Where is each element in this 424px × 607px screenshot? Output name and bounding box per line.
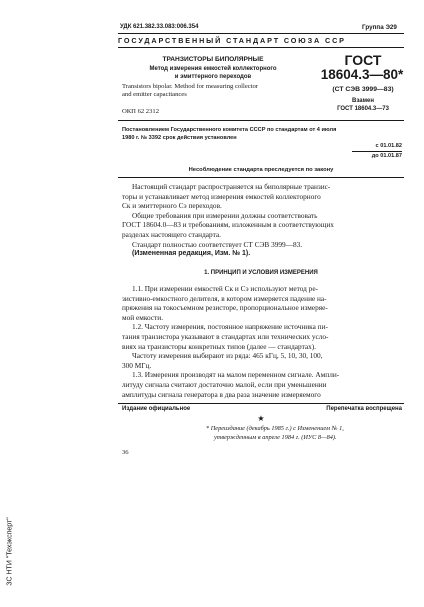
date-to: до 01.01.87: [371, 153, 402, 159]
title-ru-2: Метод измерения емкостей коллекторного: [149, 66, 277, 72]
s12-l2: тания транзистора указывают в стандартах или технических усло-: [122, 331, 329, 341]
intro-p2-l1: Общие требования при измерении должны соответствовать: [132, 210, 318, 220]
official-edition: Издание официальное: [122, 406, 191, 412]
title-ru-3: и эмиттерного переходов: [174, 74, 252, 80]
margin-stamp: ЗС НТИ "Техэксперт": [6, 517, 14, 586]
header-rule-bottom: [118, 47, 404, 48]
s11-l3: пряжения на токосъемном резисторе, пропорциональное измеряе-: [122, 303, 328, 313]
replaces-label: Взамен: [352, 98, 374, 104]
title-rule: [118, 120, 404, 121]
s12-l5: 300 МГц.: [122, 360, 152, 370]
reissue-note-1: * Переиздание (декабрь 1985 г.) с Изменением № 1,: [206, 425, 344, 432]
intro-p2-l2: ГОСТ 18604.0—83 и требованиям, изложенным в соответствующих: [122, 220, 334, 230]
title-en-2: and emitter capacitances: [122, 91, 187, 98]
star-icon: ★: [257, 414, 265, 423]
s13-l1: 1.3. Измерения производят на малом переменном сигнале. Ампли-: [132, 370, 340, 380]
s11-l4: мой емкости.: [122, 312, 164, 322]
s12-l4: Частоту измерения выбирают из ряда: 465 кГц, 5, 10, 30, 100,: [132, 351, 323, 361]
gost-code: 18604.3—80*: [320, 67, 404, 82]
page-number: 36: [122, 449, 129, 456]
title-en-1: Transistors bipolar. Method for measuring collector: [122, 83, 259, 90]
intro-p3-l1: Стандарт полностью соответствует СТ СЭВ 3999—83.: [132, 239, 303, 249]
replaces-standard: ГОСТ 18604.3—73: [337, 106, 389, 112]
reissue-note-2: утвержденным в апреле 1984 г. (ИУС 8—84).: [214, 434, 337, 441]
title-ru-1: ТРАНЗИСТОРЫ БИПОЛЯРНЫЕ: [162, 56, 264, 63]
standard-banner: ГОСУДАРСТВЕННЫЙ СТАНДАРТ СОЮЗА ССР: [118, 36, 346, 45]
footer-rule: [118, 403, 404, 404]
intro-p1-l3: Cк и эмиттерного Cэ переходов.: [122, 201, 222, 211]
section-1-body: [122, 284, 404, 399]
legal-notice: Несоблюдение стандарта преследуется по закону: [188, 167, 334, 173]
intro-p2-l3: разделах настоящего стандарта.: [122, 229, 221, 239]
decree-line-2: 1980 г. № 3392 срок действия установлен: [122, 135, 237, 141]
intro-p3-l2: (Измененная редакция, Изм. № 1).: [132, 250, 251, 258]
reprint-prohibited: Перепечатка воспрещена: [326, 406, 402, 412]
st-sev-code: (СТ СЭВ 3999—83): [332, 86, 394, 93]
notice-rule: [118, 177, 404, 178]
s12-l3: виях на транзисторы конкретных типов (далее — стандартах).: [122, 341, 316, 351]
s12-l1: 1.2. Частоту измерения, постоянное напряжение источника пи-: [132, 322, 328, 332]
intro-p1-l1: Настоящий стандарт распространяется на биполярные транзис-: [132, 182, 331, 191]
s13-l3: амплитуды сигнала генератора в два раза значение измеряемого: [122, 389, 321, 399]
okp-code: ОКП 62 2312: [122, 108, 159, 115]
header-rule-top: [118, 33, 404, 34]
section-1-heading: 1. ПРИНЦИП И УСЛОВИЯ ИЗМЕРЕНИЯ: [204, 270, 318, 276]
gost-label: ГОСТ: [344, 52, 382, 68]
s13-l2: литуду сигнала считают достаточно малой, если при уменьшении: [122, 379, 327, 389]
s11-l2: зистивно-емкостного делителя, в котором измеряется падение на-: [122, 293, 327, 303]
date-from: с 01.01.82: [375, 143, 402, 149]
intro-block: [122, 182, 404, 259]
date-rule: [352, 151, 402, 152]
decree-line-1: Постановлением Государственного комитета СССР по стандартам от 4 июля: [122, 127, 337, 133]
s11-l1: 1.1. При измерении емкостей Cк и Cэ используют метод ре-: [132, 284, 318, 293]
group-label: Группа Э29: [362, 24, 397, 31]
intro-p1-l2: торы и устанавливает метод измерения емкостей коллекторного: [122, 191, 321, 201]
udk-code: УДК 621.382.33.083:006.354: [120, 24, 199, 30]
